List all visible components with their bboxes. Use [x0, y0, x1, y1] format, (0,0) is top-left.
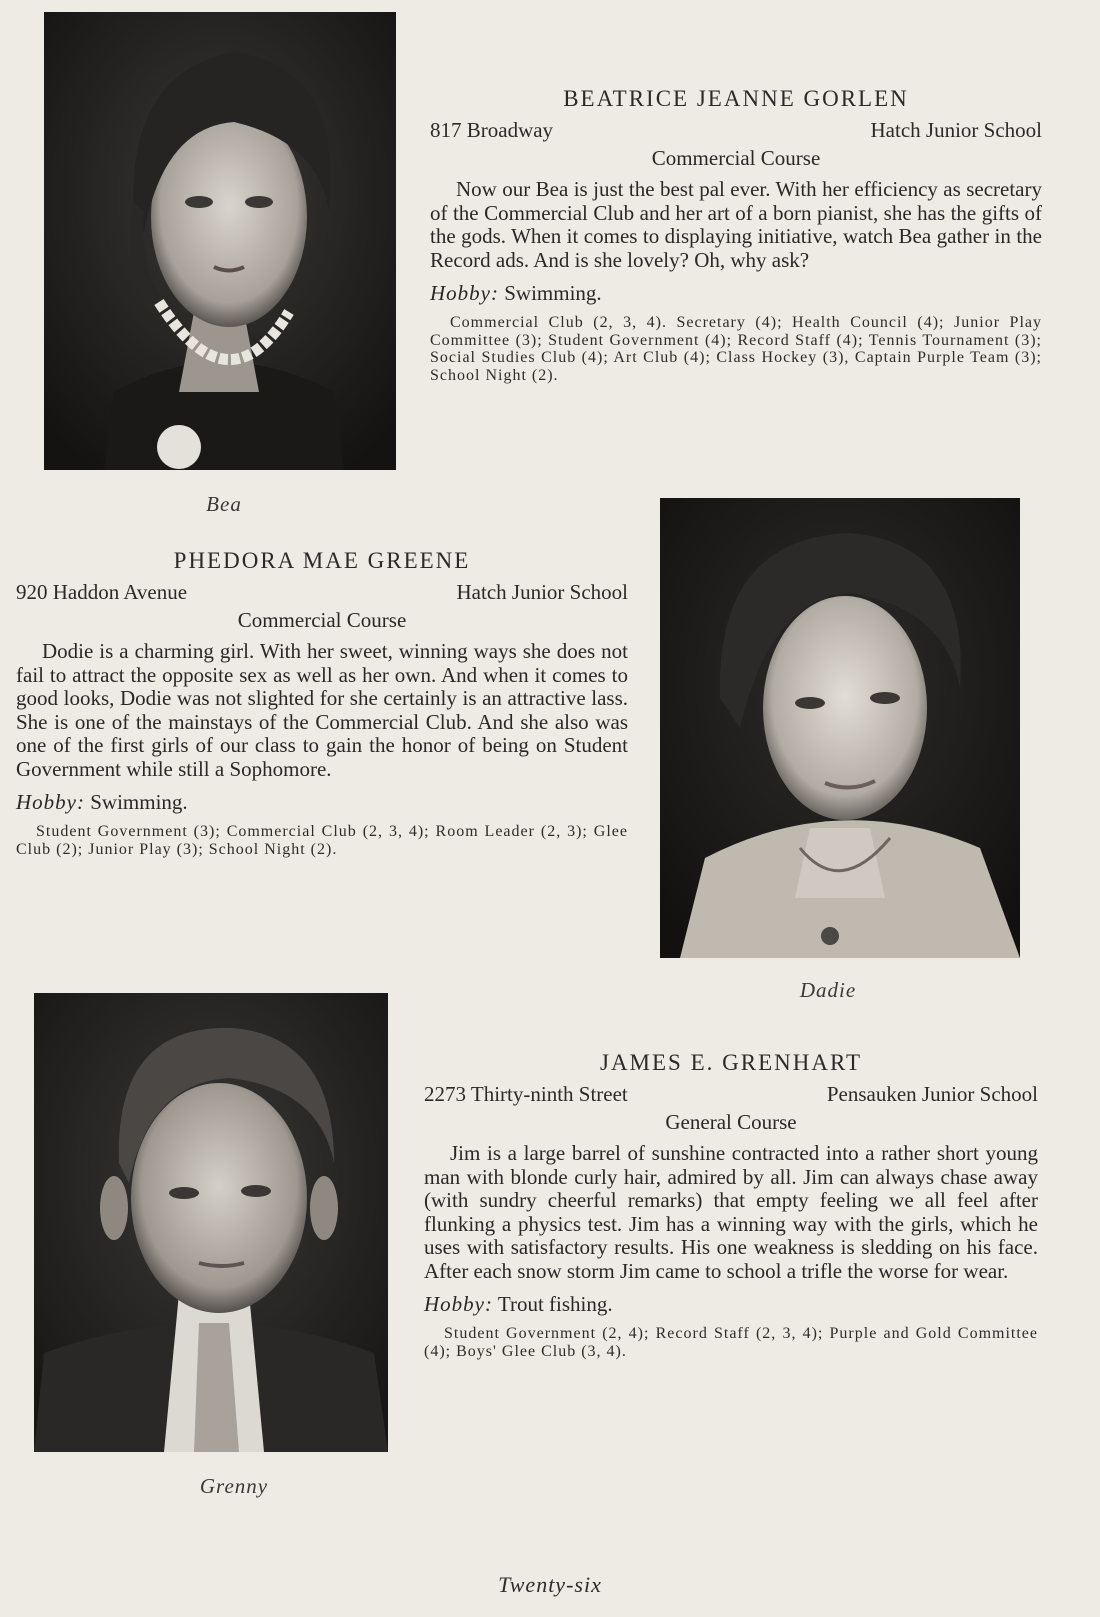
portrait-phedora	[660, 498, 1020, 958]
student-address: 2273 Thirty-ninth Street	[424, 1082, 628, 1106]
address-row	[16, 578, 628, 606]
student-activities: Student Government (2, 4); Record Staff (2, 3, 4); Purple and Gold Committee (4); Boys' Glee Club (3, 4).	[424, 1325, 1038, 1360]
student-school: Hatch Junior School	[456, 580, 628, 604]
student-name: PHEDORA MAE GREENE	[173, 548, 471, 573]
student-name: JAMES E. GRENHART	[600, 1050, 862, 1075]
hobby-label: Hobby:	[424, 1292, 493, 1316]
nickname-beatrice: Bea	[206, 492, 242, 516]
entry-phedora	[16, 548, 628, 858]
hobby-label: Hobby:	[16, 790, 85, 814]
student-course: Commercial Course	[237, 608, 407, 632]
portrait-james	[34, 993, 388, 1452]
portrait-beatrice	[44, 12, 396, 470]
student-name: BEATRICE JEANNE GORLEN	[563, 86, 909, 111]
hobby-row	[430, 278, 1042, 308]
address-row	[424, 1080, 1038, 1108]
hobby-value: Swimming.	[504, 281, 602, 305]
student-school: Pensauken Junior School	[826, 1082, 1038, 1106]
address-row	[430, 116, 1042, 144]
hobby-row	[424, 1289, 1038, 1319]
page-number: Twenty-six	[498, 1572, 602, 1597]
student-school: Hatch Junior School	[870, 118, 1042, 142]
student-address: 817 Broadway	[430, 118, 554, 142]
hobby-value: Swimming.	[90, 790, 188, 814]
hobby-value: Trout fishing.	[497, 1292, 613, 1316]
student-bio: Dodie is a charming girl. With her sweet, winning ways she does not fail to attract the opposite sex as well as her own. And when it comes to good looks, Dodie was not slighted for she certainly is an attractive lass. She is one of the mainstays of the Commercial Club. And she also was one of the first girls of our class to gain the honor of being on Student Government while still a Sophomore.	[16, 639, 628, 781]
student-course: Commercial Course	[651, 146, 821, 170]
student-bio: Jim is a large barrel of sunshine contracted into a rather short young man with blonde curly hair, admired by all. Jim can always chase away (with sundry cheerful remarks) that empty feeling we all feel after flunking a physics test. Jim has a winning way with the girls, which he uses with satisfactory results. His one weakness is sledding on his face. After each snow storm Jim came to school a trifle the worse for wear.	[424, 1141, 1038, 1283]
entry-james	[424, 1050, 1038, 1360]
nickname-james: Grenny	[199, 1474, 269, 1498]
hobby-row	[16, 787, 628, 817]
student-course: General Course	[665, 1110, 797, 1134]
nickname-phedora: Dadie	[799, 978, 857, 1002]
student-activities: Student Government (3); Commercial Club (2, 3, 4); Room Leader (2, 3); Glee Club (2); Junior Play (3); School Night (2).	[16, 823, 628, 858]
student-address: 920 Haddon Avenue	[16, 580, 188, 604]
entry-beatrice	[430, 86, 1042, 384]
student-bio: Now our Bea is just the best pal ever. With her efficiency as secretary of the Commercial Club and her art of a born pianist, she has the gifts of the gods. When it comes to displaying initiative, watch Bea gather in the Record ads. And is she lovely? Oh, why ask?	[430, 177, 1042, 272]
student-activities: Commercial Club (2, 3, 4). Secretary (4); Health Council (4); Junior Play Committee (3); Student Government (4); Record Staff (4); Tennis Tournament (3); Social Studies Club (4); Art Club (4); Class Hockey (3), Captain Purple Team (3); School Night (2).	[430, 314, 1042, 384]
hobby-label: Hobby:	[430, 281, 499, 305]
